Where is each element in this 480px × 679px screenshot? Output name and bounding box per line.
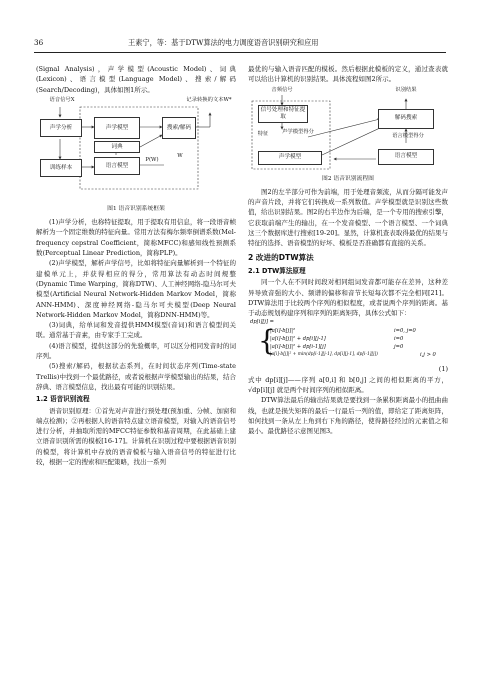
figure-1 <box>36 97 236 201</box>
figure-1-caption: 图1 语音识别系统框架 <box>107 205 165 212</box>
fig1-w-label: W <box>177 152 183 159</box>
header-rule <box>34 52 446 53</box>
paragraph-dtw-principle: 同一个人在不同时间段对相同组词发音都可能存在差异，这种差异导致音强的大小、频谱的偏移和音节长短每次都不完全相同[21]。DTW算法用于比较两个序列的相似程度，或者说两个序列的距离。基于动态规划构建序列和序列的距离矩阵，具体公式如下： <box>248 278 448 318</box>
intro-paragraph: (Signal Analysis)，声学模型(Acoustic Model)、词典(Lexicon)、语言模型(Language Model)、搜索/解码(Search/Decoding)，具体如图1所示。 <box>36 65 236 94</box>
equation-case-1: |a[i]-b[j]|² <box>270 328 296 335</box>
right-column <box>248 64 448 437</box>
paragraph-language-model: (4)语言模型，提供这部分的先验概率，可以区分相同发音时的词序列。 <box>36 341 236 361</box>
equation-cond-3: j=0 <box>394 344 404 351</box>
fig1-acoustic-model-box: 声学模型 <box>94 117 140 139</box>
section-2-1-heading: 2.1 DTW算法原理 <box>248 266 306 275</box>
equation-cond-4: i,j > 0 <box>420 352 436 359</box>
fig1-output-label: 记录转换的文本W* <box>186 96 232 103</box>
equation-lhs: dp[i][j] = <box>250 319 274 326</box>
paragraph-lexicon: (3)词典，给单词和发音提供HMM模型(音词)和语言模型间关联。通常基于音素，由专家手工完成。 <box>36 321 236 340</box>
equation-cond-2: i=0 <box>394 336 404 343</box>
fig1-lexicon-box: 词典 <box>94 141 140 153</box>
section-2-heading: 2 改进的DTW算法 <box>248 252 314 262</box>
equation-case-3: |a[i]-b[j]|² + dp[i-1][j] <box>270 344 326 351</box>
equation-brace: { <box>258 324 276 358</box>
fig1-input-label: 语音信号X <box>49 96 75 103</box>
fig2-audio-input-label: 音频信号 <box>271 86 293 93</box>
paragraph-acoustic-analysis: (1)声学分析，也称特征提取，用于提取有用信息，将一段语音帧解析为一个固定维数的特征向量。常用方法有梅尔频率倒谱系数(Mel-frequency cepstral Coefficient，简称MFCC)和感知线性预测系数(Perceptual Linear Prediction，简称PLP)。 <box>36 218 236 258</box>
equation-number: (1) <box>438 365 448 374</box>
paragraph-dtw-output: DTW算法最后的输出结果就是要找到一条累积距离最小的扭曲曲线，也就是损失矩阵的最后一行最后一列的值，即给定了距离矩阵，如何找到一条从左上角到右下角的路径，使得路径经过的元素值之和最小。最优路径示意图见图3。 <box>248 396 448 436</box>
fig2-preprocess-box: 信号处理和特征提取 <box>258 105 308 123</box>
left-column <box>36 64 236 467</box>
fig1-language-model-box: 语言模型 <box>94 157 140 175</box>
fig1-pw-label: P(W) <box>145 156 159 163</box>
fig2-language-score-label: 语言模型得分 <box>392 132 424 139</box>
paragraph-figure-2-explanation: 图2的左半部分可作为前端，用于处理音频流，从而分隔可能发声的声音片段，并将它们转换成一系列数值。声学模型就是识别这些数值，给出识别结果。图2的右半边作为后端，是一个专用的搜索引擎，它获取前端产生的输出，在一个发音模型、一个语言模型、一个词典这三个数据库进行搜索[19-20]。显然，计算机查表取得最优的结果与特征的选择、语音模型的好坏、模板是否准确都有直接的关系。 <box>248 187 448 248</box>
fig2-result-label: 识别结果 <box>395 86 417 93</box>
fig2-features-label: 特征 <box>257 130 269 137</box>
equation-case-4: |a[i]-b[j]|² + min(dp[i-1][j-1], dp[i][j-1], dp[i-1][j]) <box>270 352 378 358</box>
running-title: 王素宁，等：基于DTW算法的电力调度语音识别研究和应用 <box>128 38 319 47</box>
right-top-paragraph: 最优的与输入语音匹配的模板。然后根据此模板的定义，通过查表就可以给出计算机的识别结果。具体流程如图2所示。 <box>248 65 448 84</box>
figure-2-caption: 图2 语音识别流程图 <box>322 175 374 182</box>
fig2-acoustic-score-label: 声学模型得分 <box>282 128 314 135</box>
equation-cond-1: i=0, j=0 <box>394 328 416 335</box>
equation-1 <box>250 319 448 365</box>
figure-2 <box>248 87 448 171</box>
fig1-training-samples-box: 训练样本 <box>40 159 82 177</box>
equation-case-2: |a[i]-b[j]|² + dp[i][j-1] <box>270 336 326 343</box>
fig1-search-box: 搜索/解码 <box>162 117 196 139</box>
paragraph-recognition-principle: 语音识别原理：①首先对声音进行预处理(预加重、分帧、加窗和端点检测)；②再根据人的语音特点建立语音模型，对输入的语音信号进行分析，并抽取所需的MFCC特征参数和基音周期，在此基础上建立语音识别所需的模板[16-17]。计算机在识别过程中要根据语音识别的模型，将计算机中存放的语音模板与输入语音信号的特征进行比较，根据一定的搜索和匹配策略，找出一系列 <box>36 406 236 467</box>
fig1-acoustic-analysis-box: 声学分析 <box>40 119 82 137</box>
fig2-acoustic-model-box: 声学模型 <box>258 151 322 165</box>
fig2-decoding-box: 解码搜索 <box>378 109 434 129</box>
fig2-language-model-box: 语言模型 <box>378 149 434 165</box>
paragraph-equation-explanation: 式中 dp[i][j]——序列 a[0,i] 和 b[0,j] 之间的相似距离的平方，√dp[i][j] 就是两个时间序列的相似距离。 <box>248 375 448 395</box>
paragraph-acoustic-model: (2)声学模型，解析声学信号，比如将特征向量解析到一个特征的建模单元上，并获得相应的得分，常用算法有动态时间规整(Dynamic Time Warping，简称DTW)、人工神经网络-隐马尔可夫模型(Artificial Neural Network-Hidden Markov Model，简称ANN-HMM)、深度神经网络-隐马尔可夫模型(Deep Neural Network-Hidden Markov Model，简称DNN-HMM)等。 <box>36 259 236 319</box>
paragraph-search-decoding: (5)搜索/解码，根据状态系列，在时间状态序列(Time-state Trellis)中找到一个最优路径，或者说根据声学模型输出的结果，结合辞典、语言模型信息，找出最有可能的识别结果。 <box>36 362 236 391</box>
section-1-2-heading: 1.2 语音识别流程 <box>36 395 90 404</box>
page-number: 36 <box>34 38 44 47</box>
